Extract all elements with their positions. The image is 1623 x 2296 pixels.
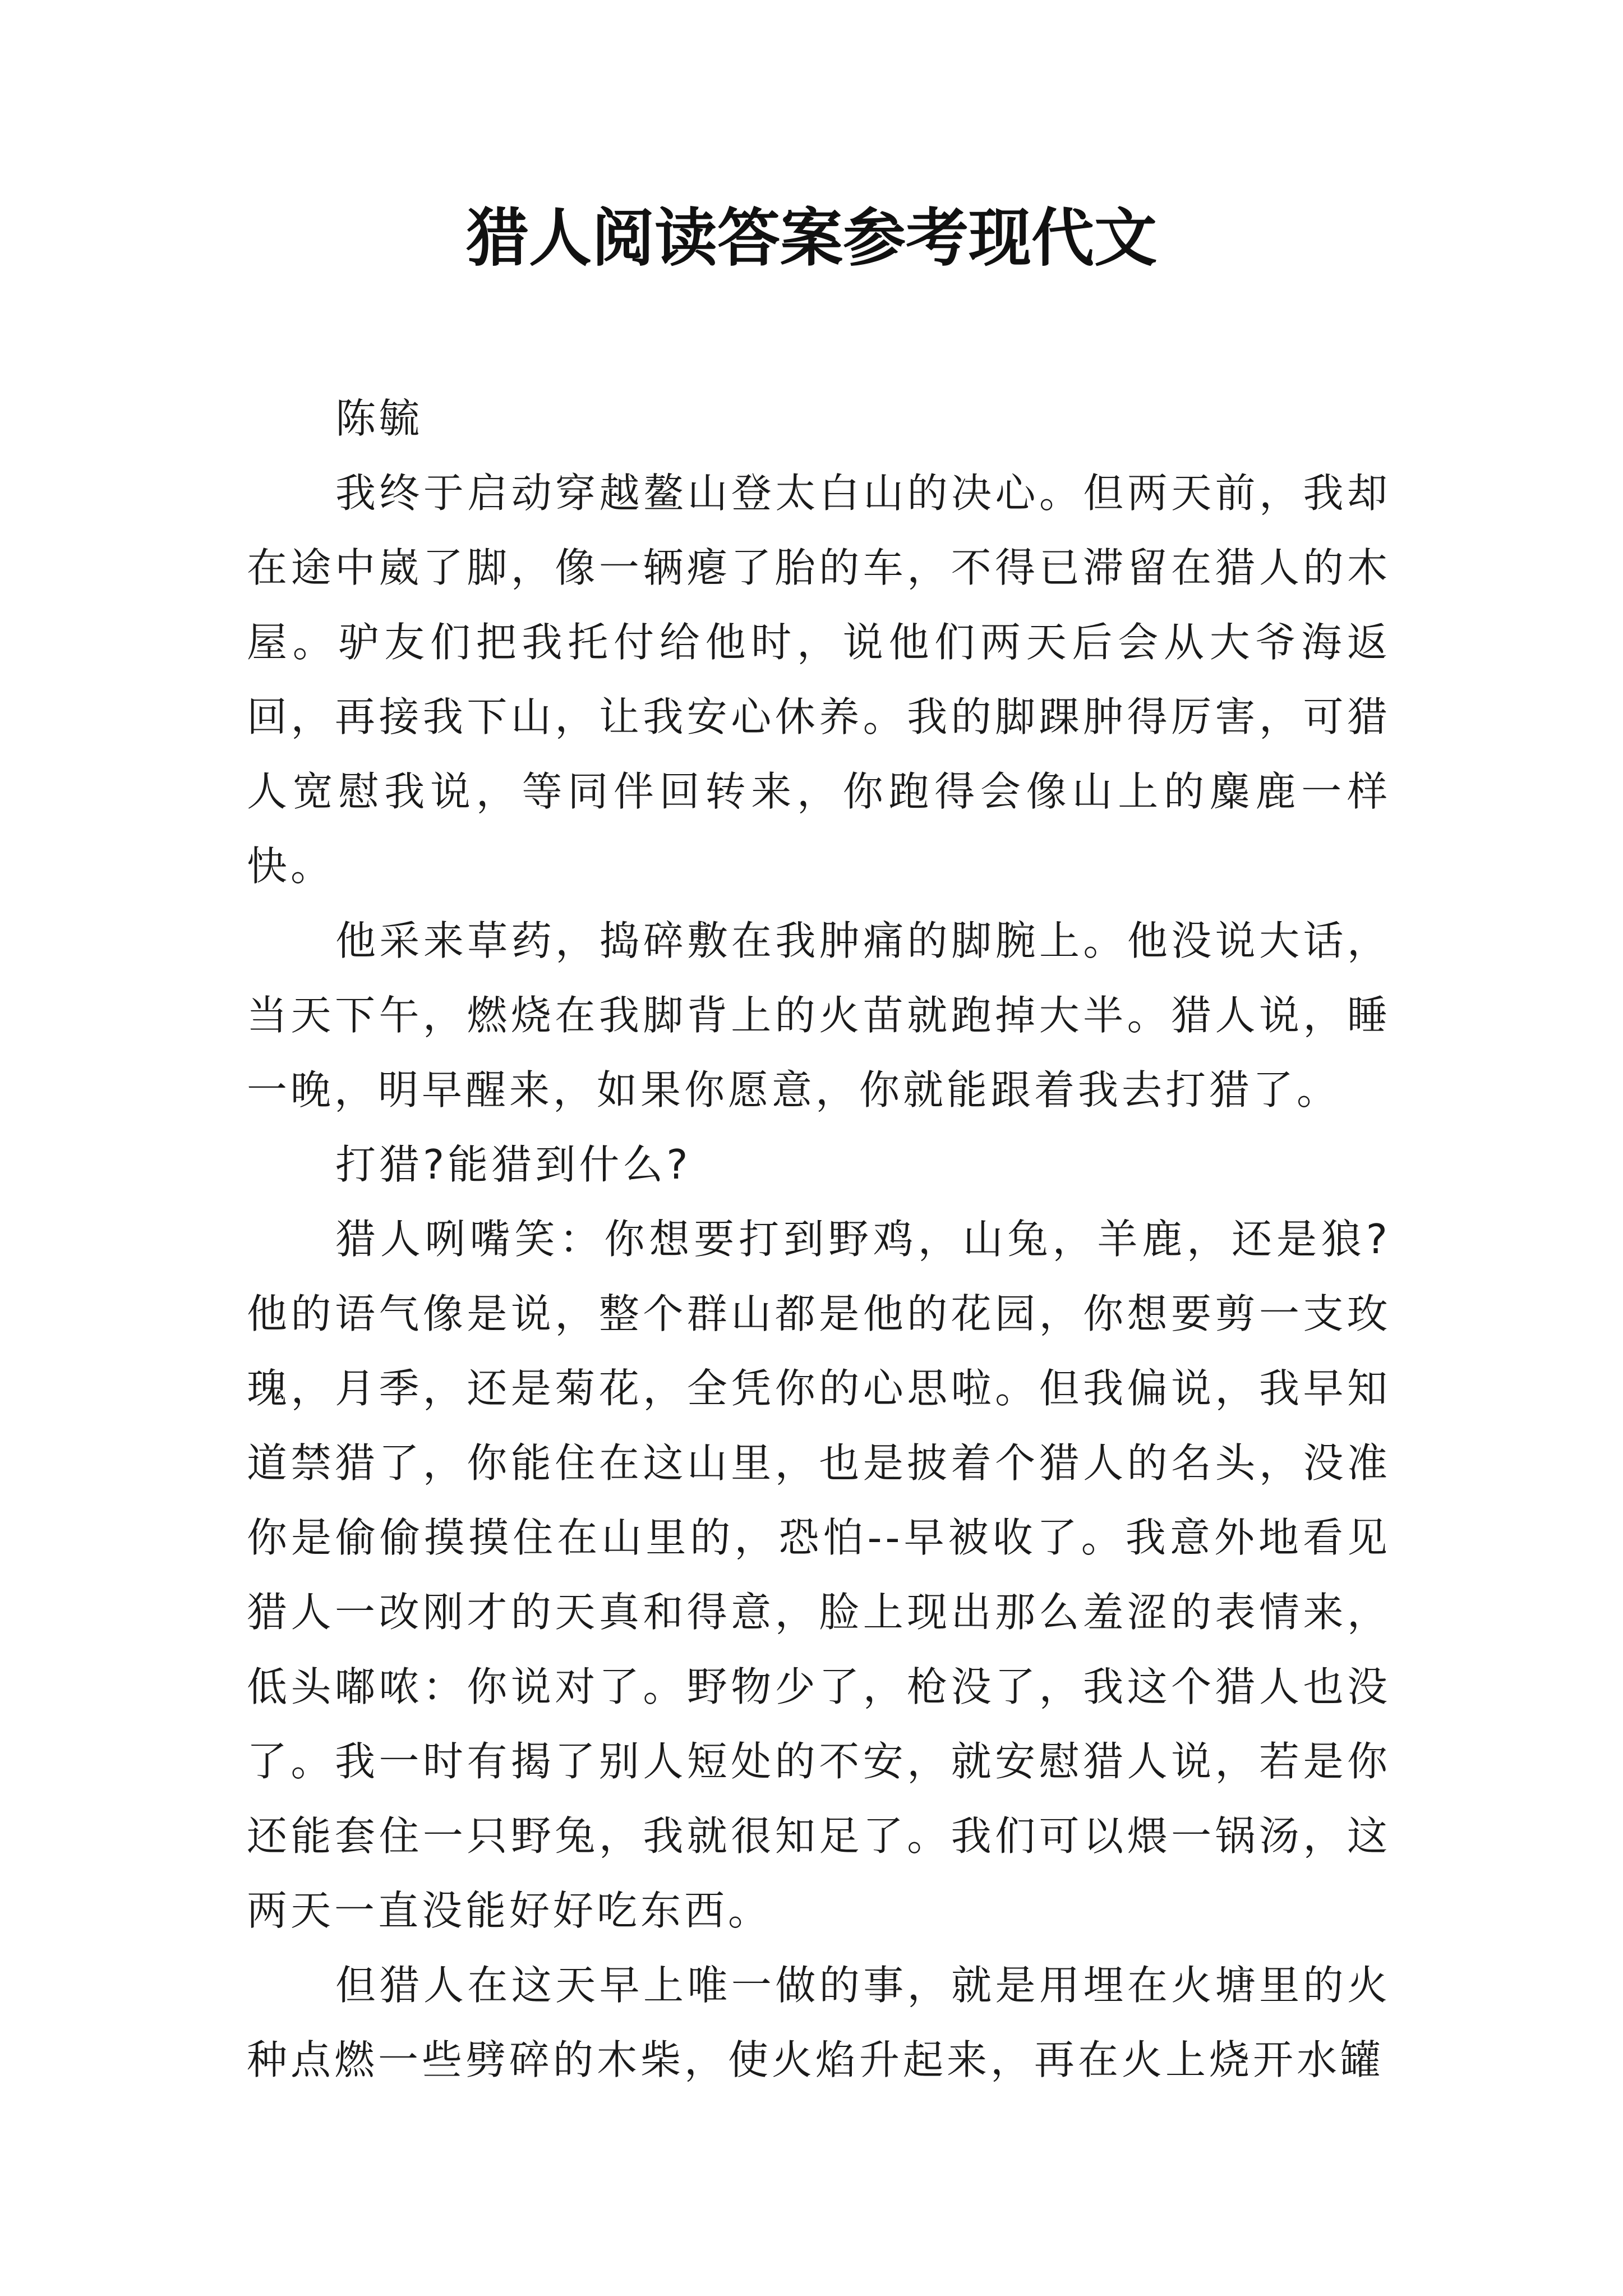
paragraph: 我终于启动穿越鳌山登太白山的决心。但两天前，我却在途中崴了脚，像一辆瘪了胎的车，不得已滞留在猎人的木屋。驴友们把我托付给他时，说他们两天后会从大爷海返回，再接我下山，让我安心休养。我的脚踝肿得厉害，可猎人宽慰我说，等同伴回转来，你跑得会像山上的麋鹿一样快。 xyxy=(247,470,1391,890)
document-body xyxy=(247,381,1391,2097)
document-title: 猎人阅读答案参考现代文 xyxy=(466,201,1157,275)
paragraph: 打猎?能猎到什么? xyxy=(335,1141,691,1188)
paragraph: 猎人咧嘴笑：你想要打到野鸡，山兔，羊鹿，还是狼?他的语气像是说，整个群山都是他的花园，你想要剪一支玫瑰，月季，还是菊花，全凭你的心思啦。但我偏说，我早知道禁猎了，你能住在这山里，也是披着个猎人的名头，没准你是偷偷摸摸住在山里的，恐怕--早被收了。我意外地看见猎人一改刚才的天真和得意，脸上现出那么羞涩的表情来，低头嘟哝：你说对了。野物少了，枪没了，我这个猎人也没了。我一时有揭了别人短处的不安，就安慰猎人说，若是你还能套住一只野兔，我就很知足了。我们可以煨一锅汤，这两天一直没能好好吃东西。 xyxy=(247,1216,1391,1934)
author-line: 陈毓 xyxy=(335,395,423,442)
paragraph: 但猎人在这天早上唯一做的事，就是用埋在火塘里的火种点燃一些劈碎的木柴，使火焰升起来，再在火上烧开水罐 xyxy=(247,1962,1391,2083)
paragraph: 他采来草药，捣碎敷在我肿痛的脚腕上。他没说大话，当天下午，燃烧在我脚背上的火苗就跑掉大半。猎人说，睡一晚，明早醒来，如果你愿意，你就能跟着我去打猎了。 xyxy=(247,917,1391,1114)
